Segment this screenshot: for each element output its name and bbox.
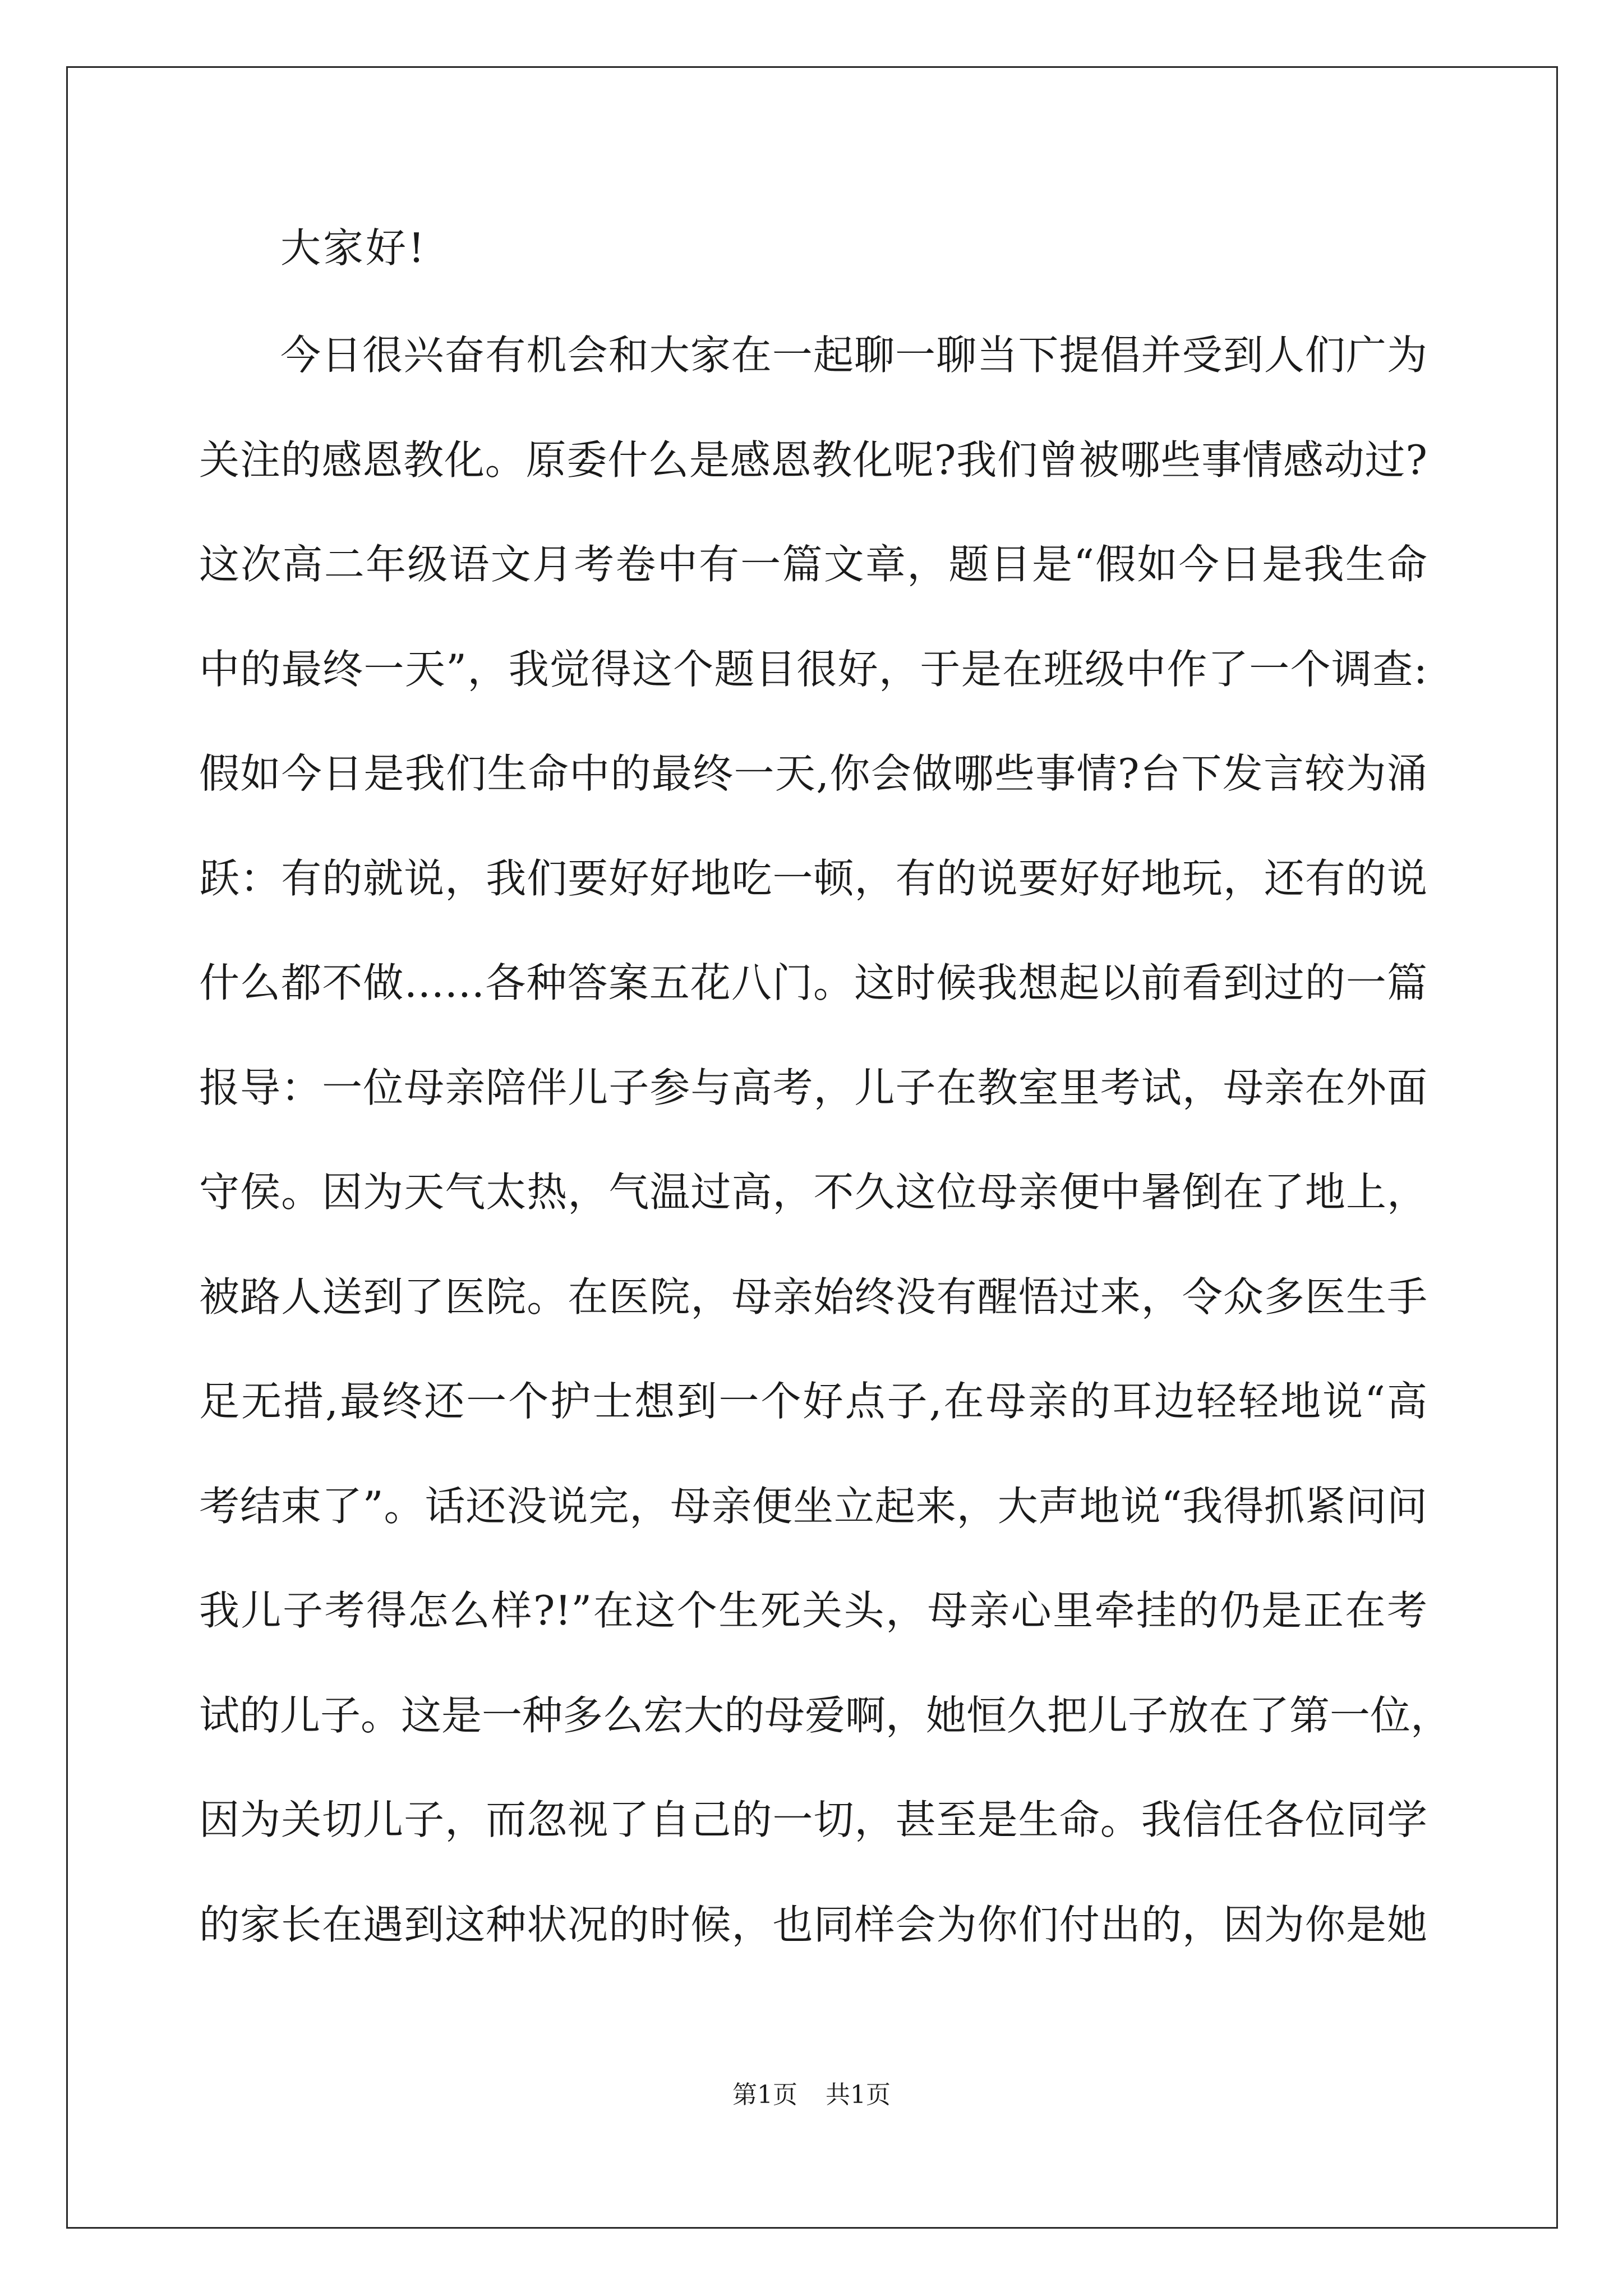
paragraph-line: 被路人送到了医院。在医院，母亲始终没有醒悟过来，令众多医生手 xyxy=(199,1273,1427,1320)
page-number: 第1页 xyxy=(732,2081,797,2109)
paragraph-line: 的家长在遇到这种状况的时候，也同样会为你们付出的，因为你是她 xyxy=(199,1901,1427,1948)
paragraph-line: 中的最终一天”，我觉得这个题目很好，于是在班级中作了一个调查: xyxy=(199,646,1427,693)
paragraph-line: 守侯。因为天气太热，气温过高，不久这位母亲便中暑倒在了地上， xyxy=(199,1168,1427,1216)
paragraph-line: 跃：有的就说，我们要好好地吃一顿，有的说要好好地玩，还有的说 xyxy=(199,855,1427,902)
page-footer xyxy=(0,2078,1623,2112)
paragraph-line: 什么都不做……各种答案五花八门。这时候我想起以前看到过的一篇 xyxy=(199,959,1427,1006)
paragraph-line: 这次高二年级语文月考卷中有一篇文章，题目是“假如今日是我生命 xyxy=(199,541,1427,588)
greeting-line: 大家好! xyxy=(280,224,427,272)
paragraph-line: 报导：一位母亲陪伴儿子参与高考，儿子在教室里考试，母亲在外面 xyxy=(199,1064,1427,1111)
paragraph-line: 试的儿子。这是一种多么宏大的母爱啊，她恒久把儿子放在了第一位， xyxy=(199,1692,1451,1739)
paragraph-line: 因为关切儿子，而忽视了自己的一切，甚至是生命。我信任各位同学 xyxy=(199,1796,1427,1843)
page-total: 共1页 xyxy=(826,2081,891,2109)
paragraph-line: 考结束了”。话还没说完，母亲便坐立起来，大声地说“我得抓紧问问 xyxy=(199,1483,1427,1530)
paragraph-line: 关注的感恩教化。原委什么是感恩教化呢?我们曾被哪些事情感动过? xyxy=(199,436,1427,484)
paragraph-line: 我儿子考得怎么样?!”在这个生死关头，母亲心里牵挂的仍是正在考 xyxy=(199,1587,1427,1634)
paragraph-line: 假如今日是我们生命中的最终一天,你会做哪些事情?台下发言较为涌 xyxy=(199,750,1427,797)
paragraph-line: 今日很兴奋有机会和大家在一起聊一聊当下提倡并受到人们广为 xyxy=(280,332,1427,379)
paragraph-line: 足无措,最终还一个护士想到一个好点子,在母亲的耳边轻轻地说“高 xyxy=(199,1378,1427,1425)
